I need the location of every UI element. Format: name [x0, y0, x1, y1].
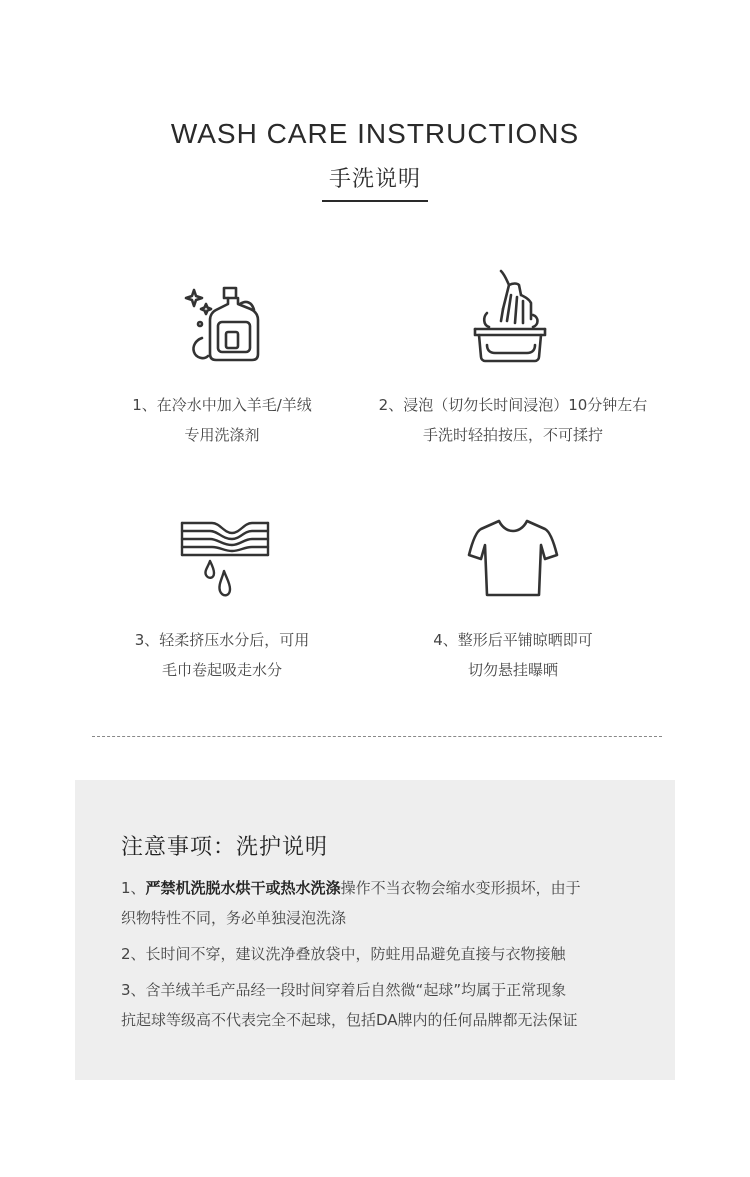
- step-3: [52, 515, 392, 685]
- step-1: [52, 280, 392, 450]
- notice-item-3-line-1: 3、含羊绒羊毛产品经一段时间穿着后自然微“起球”均属于正常现象: [121, 981, 567, 999]
- notice-item-1-line-1: [121, 878, 581, 898]
- step-4-text-line-1: 4、整形后平铺晾晒即可: [433, 631, 593, 649]
- notice-box: [75, 780, 675, 1080]
- step-2-text-line-2: 手洗时轻拍按压，不可揉拧: [422, 426, 603, 444]
- notice-item-2: 2、长时间不穿，建议洗净叠放袋中，防蛀用品避免直接与衣物接触: [121, 945, 566, 963]
- tshirt-icon: [465, 515, 565, 615]
- step-3-text-line-1: 3、轻柔挤压水分后，可用: [134, 631, 310, 649]
- towel-drip-icon: [174, 515, 274, 615]
- dashed-divider: [92, 736, 662, 737]
- page-title-cn: 手洗说明: [328, 167, 421, 192]
- step-2: [343, 265, 683, 450]
- detergent-bottle-icon: [182, 280, 282, 380]
- step-1-text-line-1: 1、在冷水中加入羊毛/羊绒: [132, 396, 312, 414]
- notice-item-3-line-2: 抗起球等级高不代表完全不起球，包括DA牌内的任何品牌都无法保证: [121, 1011, 578, 1029]
- step-4-text-line-2: 切勿悬挂曝晒: [467, 661, 558, 679]
- step-3-text-line-2: 毛巾卷起吸走水分: [161, 661, 282, 679]
- step-4: [343, 515, 683, 685]
- step-1-text-line-2: 专用洗涤剂: [184, 426, 260, 444]
- notice-title: 注意事项：洗护说明: [121, 835, 329, 860]
- step-2-text-line-1: 2、浸泡（切勿长时间浸泡）10分钟左右: [378, 396, 648, 414]
- notice-item-1-prefix: 1、: [121, 879, 146, 897]
- notice-item-1-warning: 严禁机洗脱水烘干或热水洗涤: [145, 879, 341, 897]
- notice-item-1-rest: 操作不当衣物会缩水变形损坏，由于: [340, 879, 581, 897]
- notice-item-1-line-2: 织物特性不同，务必单独浸泡洗涤: [121, 909, 347, 927]
- hand-washing-basin-icon: [461, 265, 561, 365]
- title-underline: [322, 200, 428, 202]
- page-title-en: WASH CARE INSTRUCTIONS: [170, 118, 580, 149]
